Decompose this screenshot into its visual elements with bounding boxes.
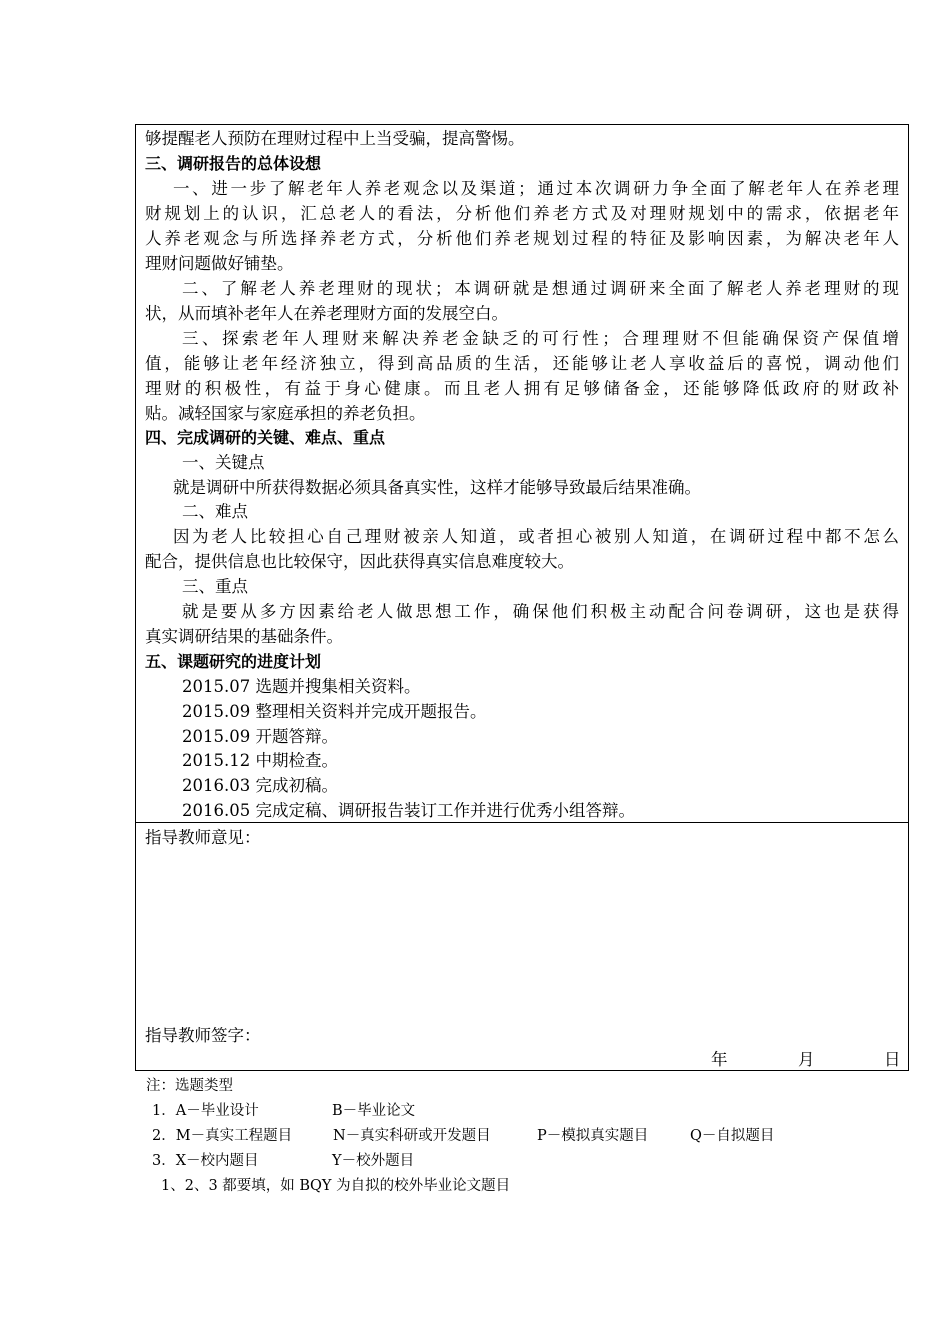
plan-p1-line: 理财问题做好铺垫。 <box>145 254 294 273</box>
difficulty-line: 因为老人比较担心自己理财被亲人知道，或者担心被别人知道，在调研过程中都不怎么 <box>173 527 899 546</box>
plan-p3-line: 值，能够让老年经济独立，得到高品质的生活，还能够让老人享收益后的喜悦，调动他们 <box>145 354 899 373</box>
note-row2-n: N－真实科研或开发题目 <box>333 1128 491 1144</box>
plan-p1-line: 人养老观念与所选择养老方式，分析他们养老规划过程的特征及影响因素，为解决老年人 <box>145 229 899 248</box>
note-row1-b: B－毕业论文 <box>332 1103 416 1119</box>
note-row3-y: Y－校外题目 <box>332 1153 415 1169</box>
note-row2-q: Q－自拟题目 <box>690 1128 775 1144</box>
date-year: 年 <box>711 1050 728 1069</box>
plan-p1-line: 一、进一步了解老年人养老观念以及渠道；通过本次调研力争全面了解老年人在养老理 <box>173 179 899 198</box>
note-row3-x: 3．X－校内题目 <box>152 1153 259 1169</box>
schedule-item: 2015.12 中期检查。 <box>182 751 338 770</box>
focus-line: 真实调研结果的基础条件。 <box>145 627 343 646</box>
schedule-item: 2016.03 完成初稿。 <box>182 776 338 795</box>
focus-line: 就是要从多方因素给老人做思想工作，确保他们积极主动配合问卷调研，这也是获得 <box>182 602 899 621</box>
lead-line: 够提醒老人预防在理财过程中上当受骗，提高警惕。 <box>145 129 525 148</box>
plan-p2-line: 二、了解老人养老理财的现状；本调研就是想通过调研来全面了解老人养老理财的现 <box>182 279 899 298</box>
schedule-item: 2015.09 开题答辩。 <box>182 727 338 746</box>
schedule-item: 2015.09 整理相关资料并完成开题报告。 <box>182 702 487 721</box>
notes-title: 注：选题类型 <box>146 1078 233 1094</box>
schedule-item: 2016.05 完成定稿、调研报告装订工作并进行优秀小组答辩。 <box>182 801 635 820</box>
plan-p2-line: 状，从而填补老年人在养老理财方面的发展空白。 <box>145 304 508 323</box>
plan-p3-line: 三、探索老年人理财来解决养老金缺乏的可行性；合理理财不但能确保资产保值增 <box>182 329 899 348</box>
teacher-opinion-label: 指导教师意见： <box>145 828 261 847</box>
notes-footer: 1、2、3 都要填，如 BQY 为自拟的校外毕业论文题目 <box>161 1178 511 1194</box>
heading-overall-plan: 三、调研报告的总体设想 <box>145 154 322 173</box>
key-text: 就是调研中所获得数据必须具备真实性，这样才能够导致最后结果准确。 <box>173 478 701 497</box>
heading-key-points: 四、完成调研的关键、难点、重点 <box>145 428 386 447</box>
date-day: 日 <box>884 1050 901 1069</box>
schedule-item: 2015.07 选题并搜集相关资料。 <box>182 677 421 696</box>
date-month: 月 <box>798 1050 815 1069</box>
plan-p1-line: 财规划上的认识，汇总老人的看法，分析他们养老方式及对理财规划中的需求，依据老年 <box>145 204 899 223</box>
key-title: 一、关键点 <box>182 453 265 472</box>
teacher-signature-label: 指导教师签字： <box>145 1026 261 1045</box>
note-row2-p: P－模拟真实题目 <box>537 1128 649 1144</box>
difficulty-line: 配合，提供信息也比较保守，因此获得真实信息难度较大。 <box>145 552 574 571</box>
note-row2-m: 2．M－真实工程题目 <box>152 1128 293 1144</box>
focus-title: 三、重点 <box>182 577 248 596</box>
plan-p3-line: 理财的积极性，有益于身心健康。而且老人拥有足够储备金，还能够降低政府的财政补 <box>145 379 899 398</box>
heading-schedule: 五、课题研究的进度计划 <box>145 652 322 671</box>
plan-p3-line: 贴。减轻国家与家庭承担的养老负担。 <box>145 404 426 423</box>
difficulty-title: 二、难点 <box>182 502 248 521</box>
note-row1-a: 1．A－毕业设计 <box>152 1103 259 1119</box>
